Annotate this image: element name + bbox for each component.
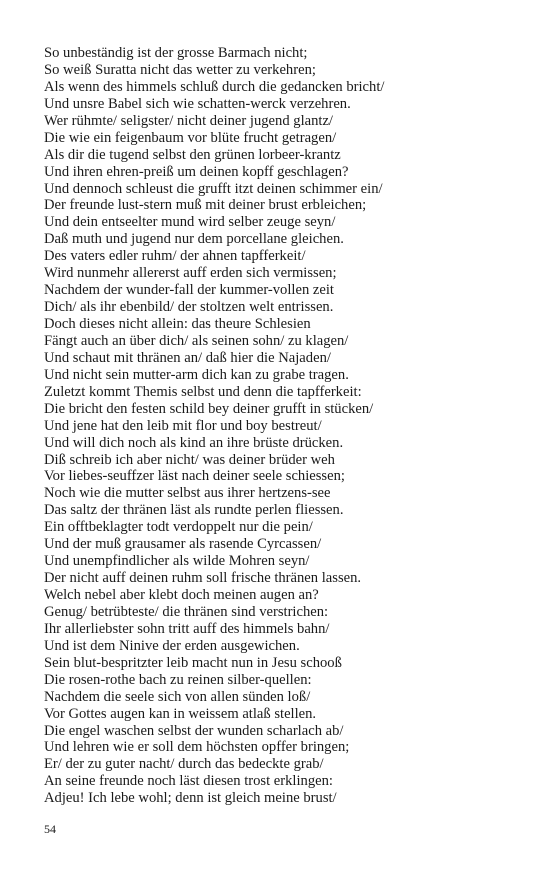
poem-line: Als wenn des himmels schluß durch die gedancken bricht/	[44, 78, 385, 95]
poem-line: Daß muth und jugend nur dem porcellane gleichen.	[44, 231, 344, 248]
poem-text	[44, 45, 524, 807]
poem-line: Die wie ein feigenbaum vor blüte frucht getragen/	[44, 129, 337, 146]
poem-line: Nachdem der wunder-fall der kummer-vollen zeit	[44, 282, 334, 299]
poem-line: Sein blut-bespritzter leib macht nun in Jesu schooß	[44, 654, 342, 671]
poem-line: Und schaut mit thränen an/ daß hier die Najaden/	[44, 349, 331, 366]
poem-line: Und unempfindlicher als wilde Mohren seyn/	[44, 553, 310, 570]
poem-line: Und dennoch schleust die grufft itzt deinen schimmer ein/	[44, 180, 383, 197]
poem-line: Adjeu! Ich lebe wohl; denn ist gleich meine brust/	[44, 790, 337, 807]
poem-line: Die engel waschen selbst der wunden scharlach ab/	[44, 722, 344, 739]
poem-line: Vor Gottes augen kan in weissem atlaß stellen.	[44, 705, 317, 722]
poem-line: Vor liebes-seuffzer läst nach deiner seele schiessen;	[44, 468, 345, 485]
page-number: 54	[44, 822, 56, 836]
poem-line: Die bricht den festen schild bey deiner grufft in stücken/	[44, 400, 374, 417]
poem-line: Und der muß grausamer als rasende Cyrcassen/	[44, 536, 322, 553]
poem-line: Noch wie die mutter selbst aus ihrer hertzens-see	[44, 485, 331, 502]
poem-line: Wer rühmte/ seligster/ nicht deiner jugend glantz/	[44, 112, 333, 129]
poem-line: Und unsre Babel sich wie schatten-werck verzehren.	[44, 95, 351, 112]
poem-line: Er/ der zu guter nacht/ durch das bedeckte grab/	[44, 756, 324, 773]
poem-line: Zuletzt kommt Themis selbst und denn die tapfferkeit:	[44, 383, 362, 400]
poem-line: So unbeständig ist der grosse Barmach nicht;	[44, 45, 308, 61]
poem-line: So weiß Suratta nicht das wetter zu verkehren;	[44, 61, 316, 78]
poem-line: Dich/ als ihr ebenbild/ der stoltzen welt entrissen.	[44, 299, 334, 316]
poem-line: Die rosen-rothe bach zu reinen silber-quellen:	[44, 671, 312, 688]
poem-line: Diß schreib ich aber nicht/ was deiner brüder weh	[44, 451, 335, 468]
poem-line: Der nicht auff deinen ruhm soll frische thränen lassen.	[44, 570, 362, 587]
poem-line: Und nicht sein mutter-arm dich kan zu grabe tragen.	[44, 366, 349, 383]
poem-line: Nachdem die seele sich von allen sünden loß/	[44, 688, 311, 705]
poem-line: Und jene hat den leib mit flor und boy bestreut/	[44, 417, 322, 434]
poem-line: Und ist dem Ninive der erden ausgewichen.	[44, 637, 300, 654]
poem-line: Ihr allerliebster sohn tritt auff des himmels bahn/	[44, 620, 330, 637]
poem-line: Doch dieses nicht allein: das theure Schlesien	[44, 316, 311, 332]
poem-line: Als dir die tugend selbst den grünen lorbeer-krantz	[44, 146, 341, 163]
poem-line: Genug/ betrübteste/ die thränen sind verstrichen:	[44, 603, 329, 620]
poem-line: Und dein entseelter mund wird selber zeuge seyn/	[44, 214, 336, 231]
poem-line: Der freunde lust-stern muß mit deiner brust erbleichen;	[44, 197, 367, 214]
poem-line: Ein offtbeklagter todt verdoppelt nur die pein/	[44, 519, 313, 536]
poem-line: Und lehren wie er soll dem höchsten opffer bringen;	[44, 739, 350, 756]
poem-line: Und will dich noch als kind an ihre brüste drücken.	[44, 434, 344, 451]
poem-line: Und ihren ehren-preiß um deinen kopff geschlagen?	[44, 163, 349, 180]
poem-line: Des vaters edler ruhm/ der ahnen tapfferkeit/	[44, 248, 306, 265]
poem-line: Fängt auch an über dich/ als seinen sohn/ zu klagen/	[44, 332, 349, 349]
poem-line: Welch nebel aber klebt doch meinen augen an?	[44, 587, 319, 603]
poem-line: An seine freunde noch läst diesen trost erklingen:	[44, 773, 333, 790]
poem-line: Wird nunmehr allererst auff erden sich vermissen;	[44, 265, 337, 282]
poem-line: Das saltz der thränen läst als rundte perlen fliessen.	[44, 502, 344, 519]
